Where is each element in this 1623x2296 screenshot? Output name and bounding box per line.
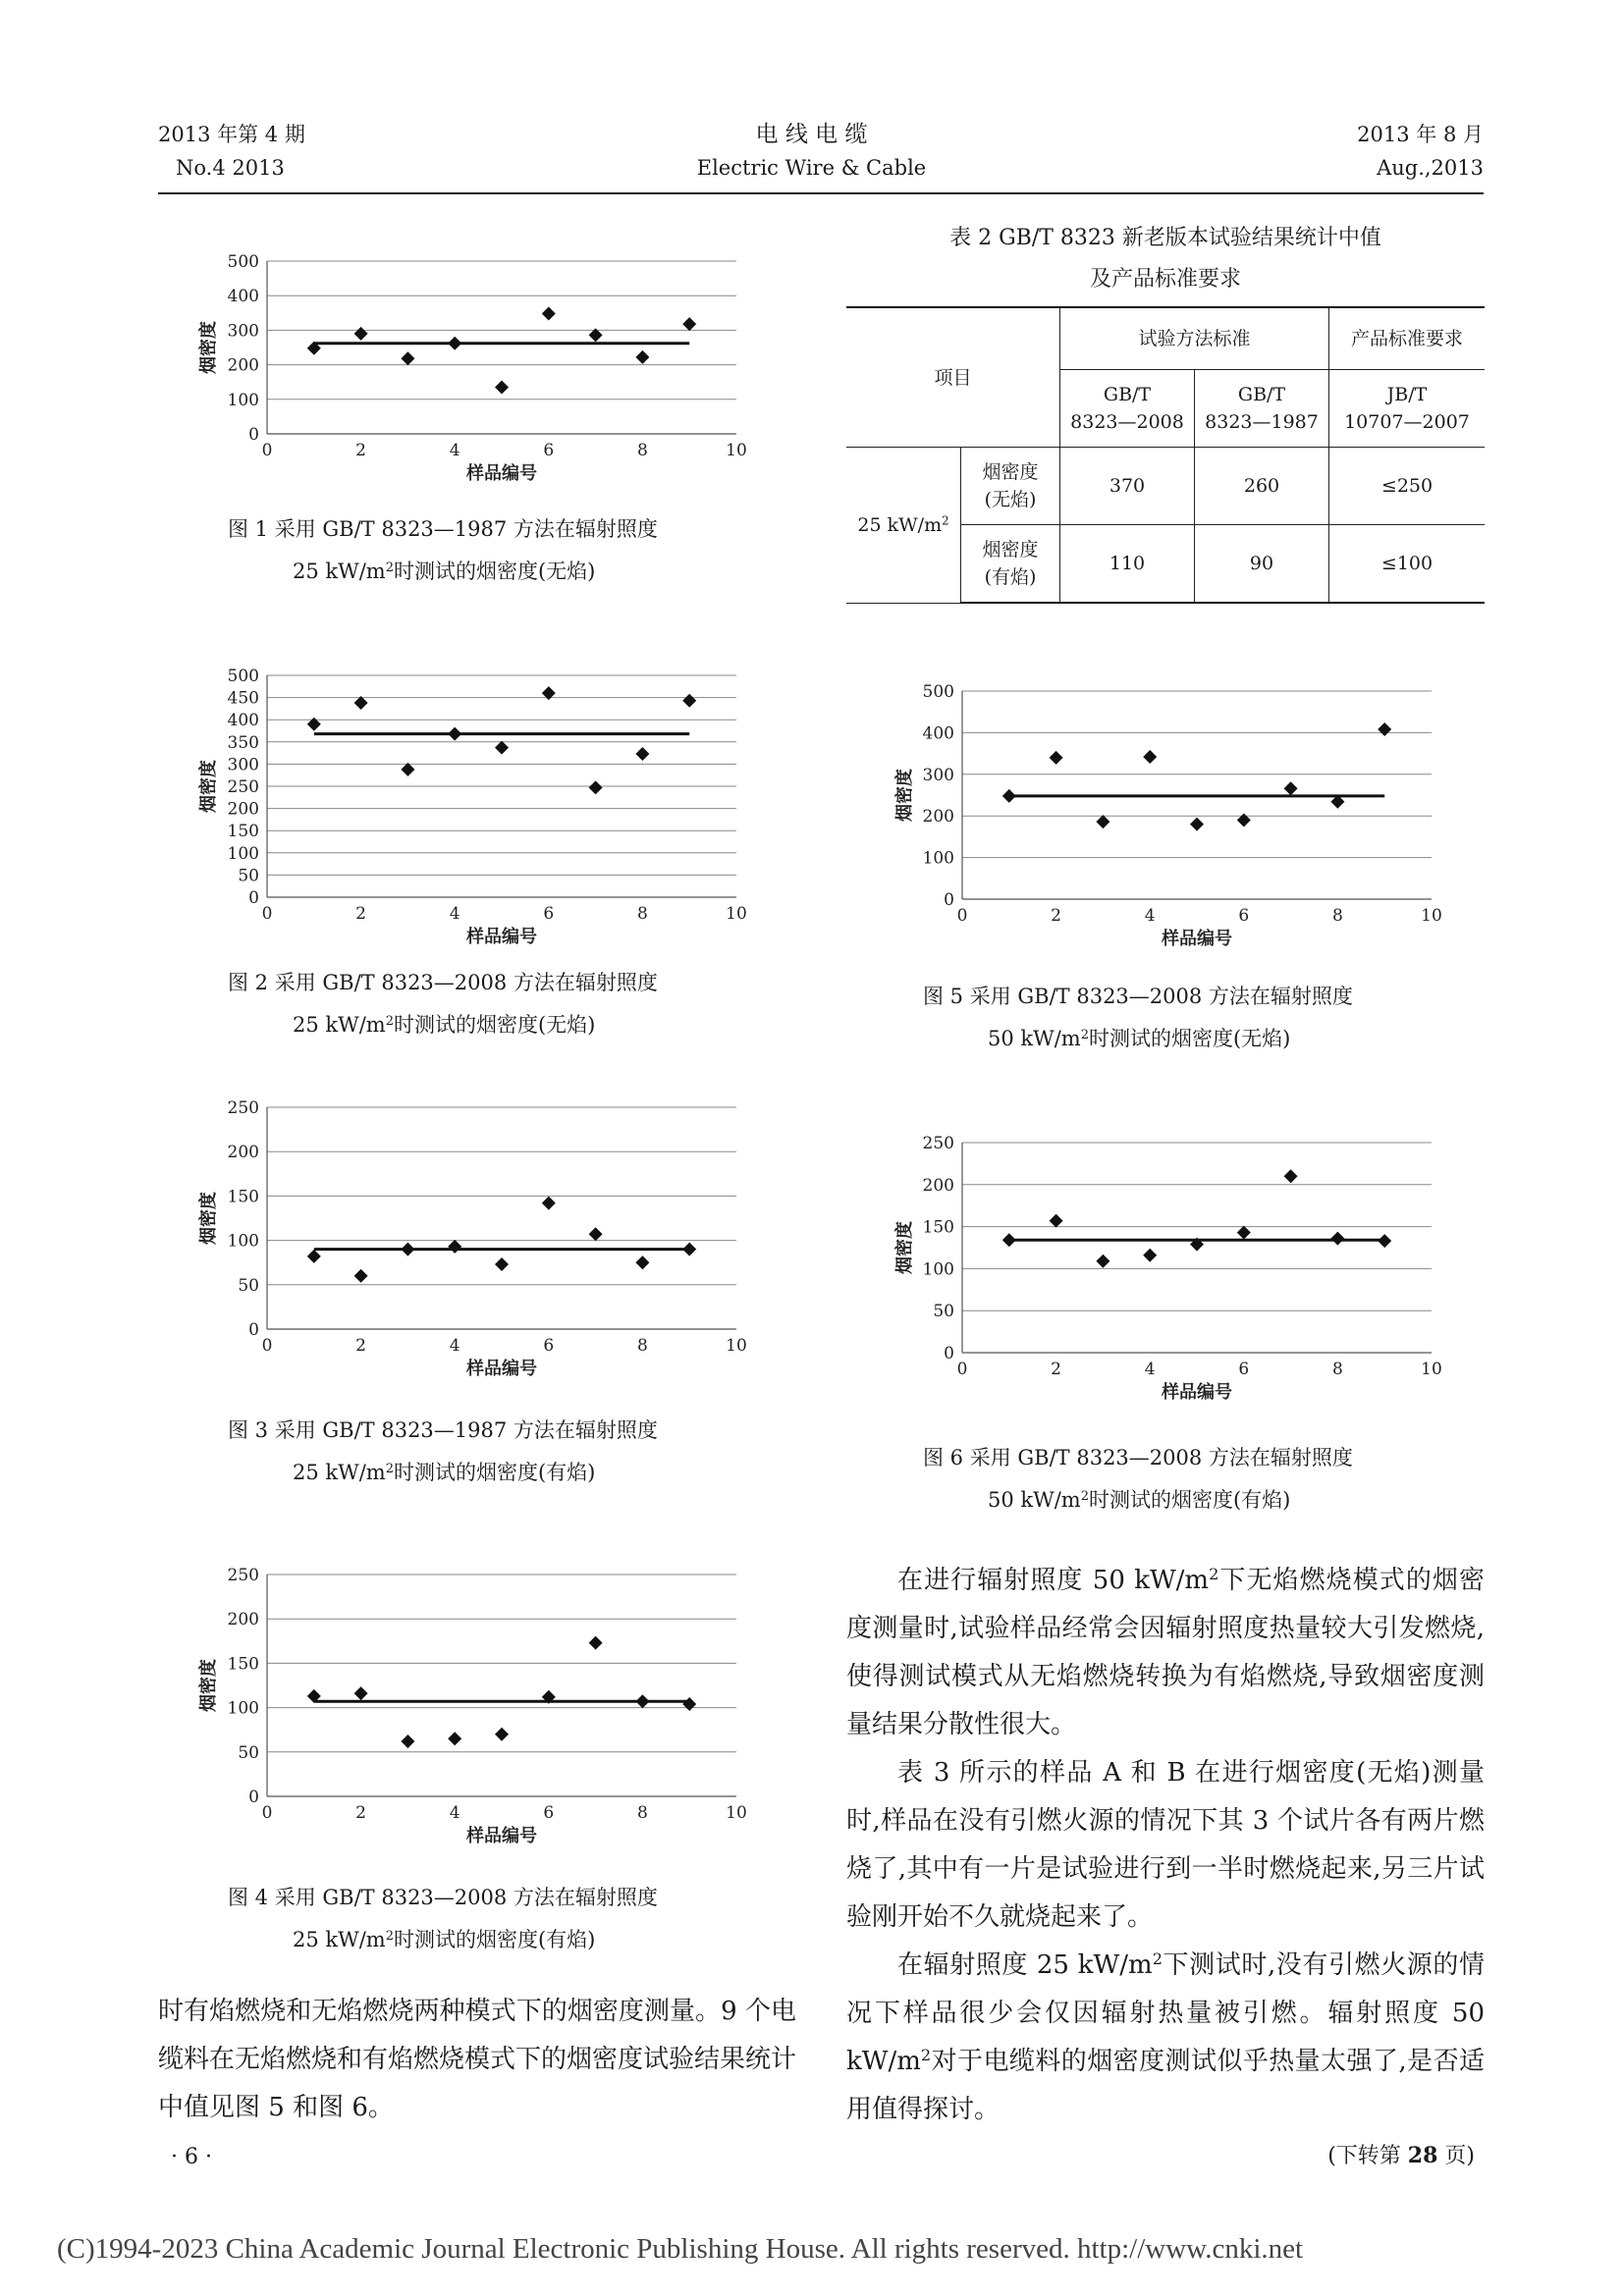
data-point bbox=[448, 337, 461, 350]
table-header-std-1987 bbox=[1195, 370, 1329, 448]
table-header-method: 试验方法标准 bbox=[1060, 307, 1329, 370]
table-2-title-line2: 及产品标准要求 bbox=[1089, 267, 1241, 292]
y-tick-label: 200 bbox=[922, 1175, 954, 1196]
data-point bbox=[495, 380, 509, 394]
figure-5-caption-line1: 图 5 采用 GB/T 8323—2008 方法在辐射照度 bbox=[923, 985, 1353, 1008]
table-cell: 110 bbox=[1060, 525, 1195, 604]
superscript: 2 bbox=[1209, 1565, 1219, 1584]
data-point bbox=[401, 1735, 414, 1748]
data-point bbox=[1050, 1214, 1063, 1228]
data-point bbox=[1050, 751, 1063, 765]
data-point bbox=[1378, 1234, 1391, 1248]
issue-date-cn: 2013 年 8 月 bbox=[1357, 123, 1484, 146]
std-code: GB/T bbox=[1237, 384, 1286, 405]
y-axis-title: 烟密度 bbox=[894, 1221, 915, 1274]
table-cell: 260 bbox=[1195, 448, 1329, 525]
issue-date-en: Aug.,2013 bbox=[1377, 156, 1484, 180]
data-point bbox=[1002, 789, 1016, 803]
caption-text: 50 kW/m bbox=[988, 1488, 1081, 1512]
journal-name-cn: 电 线 电 缆 bbox=[755, 122, 868, 147]
label-line1: 烟密度 bbox=[982, 461, 1039, 483]
y-tick-label: 500 bbox=[227, 667, 259, 686]
y-tick-label: 0 bbox=[248, 425, 259, 445]
x-axis-title: 样品编号 bbox=[466, 463, 537, 484]
data-point bbox=[448, 727, 461, 741]
data-point bbox=[1143, 1249, 1157, 1262]
data-point bbox=[1284, 1169, 1298, 1183]
y-tick-label: 50 bbox=[238, 1275, 259, 1296]
table-header-std-jb bbox=[1329, 370, 1486, 448]
y-axis-title: 烟密度 bbox=[198, 321, 219, 374]
data-point bbox=[1096, 1255, 1109, 1268]
text-run: 在进行辐射照度 50 kW/m bbox=[897, 1566, 1210, 1595]
figure-2-caption-line1: 图 2 采用 GB/T 8323—2008 方法在辐射照度 bbox=[228, 971, 658, 994]
data-point bbox=[1330, 1232, 1344, 1246]
y-tick-label: 200 bbox=[227, 1143, 259, 1163]
table-row bbox=[846, 448, 1485, 525]
x-tick-label: 0 bbox=[956, 906, 968, 926]
figure-4-caption bbox=[228, 1877, 658, 1961]
figure-4-chart bbox=[192, 1559, 752, 1846]
x-axis-title: 样品编号 bbox=[1162, 929, 1232, 949]
y-tick-label: 0 bbox=[944, 890, 954, 910]
paragraph bbox=[846, 1557, 1485, 1749]
std-year: 8323—2008 bbox=[1070, 411, 1184, 433]
data-point bbox=[635, 1694, 649, 1708]
continued-note bbox=[846, 2134, 1485, 2178]
figure-1-caption-line1: 图 1 采用 GB/T 8323—1987 方法在辐射照度 bbox=[228, 517, 658, 541]
data-point bbox=[354, 696, 368, 710]
y-tick-label: 0 bbox=[248, 1320, 259, 1340]
y-tick-label: 300 bbox=[922, 765, 954, 785]
y-tick-label: 500 bbox=[227, 252, 259, 272]
table-cell-label bbox=[961, 525, 1060, 604]
y-tick-label: 300 bbox=[227, 321, 259, 342]
data-point bbox=[354, 1269, 368, 1283]
std-year: 8323—1987 bbox=[1205, 411, 1319, 433]
issue-info bbox=[158, 118, 305, 185]
table-2 bbox=[846, 306, 1485, 604]
fig4-svg bbox=[192, 1559, 752, 1846]
data-point bbox=[1190, 818, 1204, 831]
x-tick-label: 4 bbox=[449, 1336, 460, 1356]
y-tick-label: 100 bbox=[922, 848, 954, 869]
data-point bbox=[589, 780, 603, 794]
y-tick-label: 400 bbox=[227, 711, 259, 731]
page-number: · 6 · bbox=[171, 2145, 212, 2169]
data-point bbox=[401, 763, 414, 776]
caption-text: 时测试的烟密度(有焰) bbox=[393, 1928, 596, 1951]
caption-text: 时测试的烟密度(有焰) bbox=[393, 1461, 596, 1484]
x-tick-label: 4 bbox=[449, 441, 460, 460]
data-point bbox=[1143, 750, 1157, 764]
y-tick-label: 150 bbox=[922, 1217, 954, 1238]
data-point bbox=[307, 1250, 321, 1263]
x-tick-label: 8 bbox=[636, 1803, 648, 1823]
figure-2-caption-line2 bbox=[228, 1004, 658, 1046]
figure-2-chart bbox=[192, 660, 752, 947]
caption-text: 时测试的烟密度(有焰) bbox=[1088, 1488, 1291, 1512]
data-point bbox=[1284, 781, 1298, 795]
continued-text: (下转第 bbox=[1327, 2144, 1408, 2168]
figure-5-chart bbox=[889, 681, 1448, 949]
row-group-superscript: 2 bbox=[942, 513, 949, 528]
fig1-svg bbox=[192, 245, 752, 484]
fig5-svg bbox=[889, 681, 1448, 949]
figure-6-caption-line1: 图 6 采用 GB/T 8323—2008 方法在辐射照度 bbox=[923, 1446, 1353, 1469]
figure-1-chart bbox=[192, 245, 752, 484]
y-axis-title: 烟密度 bbox=[894, 769, 915, 822]
std-code: JB/T bbox=[1386, 384, 1428, 405]
x-tick-label: 2 bbox=[1051, 1360, 1062, 1379]
caption-superscript: 2 bbox=[1080, 1027, 1089, 1042]
figure-5-caption-line2 bbox=[923, 1018, 1353, 1060]
x-axis-title: 样品编号 bbox=[466, 927, 537, 947]
paragraph bbox=[846, 1942, 1485, 2134]
text-run: 下测试时,没有引燃火源的情况下样品很少会仅因辐射热量被引燃。辐射照度 50 kW/m bbox=[846, 1950, 1485, 2076]
y-tick-label: 100 bbox=[227, 843, 259, 864]
data-point bbox=[448, 1732, 461, 1745]
paragraph: 时有焰燃烧和无焰燃烧两种模式下的烟密度测量。9 个电缆料在无焰燃烧和有焰燃烧模式下的烟密度试验结果统计中值见图 5 和图 6。 bbox=[158, 1997, 797, 2122]
data-point bbox=[495, 1728, 509, 1741]
text-run: 对于电缆料的烟密度测试似乎热量太强了,是否适用值得探讨。 bbox=[846, 2047, 1485, 2124]
label-line2: (无焰) bbox=[984, 489, 1037, 510]
table-cell: 90 bbox=[1195, 525, 1329, 604]
x-axis-title: 样品编号 bbox=[466, 1826, 537, 1846]
y-tick-label: 0 bbox=[248, 888, 259, 908]
y-tick-label: 400 bbox=[922, 723, 954, 744]
x-tick-label: 6 bbox=[1238, 906, 1250, 926]
y-tick-label: 250 bbox=[227, 1566, 259, 1585]
caption-text: 25 kW/m bbox=[293, 1013, 386, 1037]
x-axis-title: 样品编号 bbox=[466, 1359, 537, 1379]
table-cell: ≤100 bbox=[1329, 525, 1486, 604]
y-tick-label: 300 bbox=[227, 755, 259, 775]
label-line1: 烟密度 bbox=[982, 539, 1039, 561]
figure-4-caption-line2 bbox=[228, 1919, 658, 1961]
caption-text: 时测试的烟密度(无焰) bbox=[393, 1013, 596, 1037]
figure-1-caption bbox=[228, 508, 658, 593]
y-tick-label: 150 bbox=[227, 822, 259, 842]
y-tick-label: 200 bbox=[227, 355, 259, 376]
table-header-product: 产品标准要求 bbox=[1329, 307, 1486, 370]
table-cell: 370 bbox=[1060, 448, 1195, 525]
y-tick-label: 0 bbox=[248, 1788, 259, 1807]
x-tick-label: 10 bbox=[726, 441, 747, 460]
data-point bbox=[354, 1686, 368, 1700]
y-tick-label: 0 bbox=[944, 1344, 954, 1363]
data-point bbox=[589, 1636, 603, 1650]
y-tick-label: 450 bbox=[227, 688, 259, 709]
y-tick-label: 200 bbox=[227, 799, 259, 820]
y-tick-label: 100 bbox=[227, 1698, 259, 1719]
caption-superscript: 2 bbox=[385, 1013, 394, 1029]
right-column-text bbox=[846, 1557, 1485, 2178]
data-point bbox=[448, 1240, 461, 1254]
x-tick-label: 6 bbox=[543, 441, 555, 460]
x-tick-label: 2 bbox=[355, 904, 367, 924]
data-point bbox=[1002, 1233, 1016, 1247]
text-run: 下无焰燃烧模式的烟密度测量时,试验样品经常会因辐射照度热量较大引发燃烧,使得测试模式从无焰燃烧转换为有焰燃烧,导致烟密度测量结果分散性很大。 bbox=[846, 1566, 1485, 1739]
continued-page: 28 bbox=[1407, 2143, 1438, 2168]
data-point bbox=[589, 1227, 603, 1241]
table-row bbox=[846, 307, 1485, 370]
caption-superscript: 2 bbox=[385, 560, 394, 575]
x-tick-label: 6 bbox=[543, 1336, 555, 1356]
x-tick-label: 0 bbox=[261, 1336, 273, 1356]
x-axis-title: 样品编号 bbox=[1162, 1382, 1232, 1403]
x-tick-label: 8 bbox=[1331, 1360, 1343, 1379]
y-tick-label: 150 bbox=[227, 1187, 259, 1207]
figure-6-chart bbox=[889, 1133, 1448, 1417]
x-tick-label: 8 bbox=[636, 904, 648, 924]
caption-text: 25 kW/m bbox=[293, 1928, 386, 1951]
data-point bbox=[682, 317, 696, 331]
data-point bbox=[542, 1197, 556, 1210]
figure-2-caption bbox=[228, 962, 658, 1046]
figure-6-caption-line2 bbox=[923, 1479, 1353, 1522]
table-cell-label bbox=[961, 448, 1060, 525]
superscript: 2 bbox=[920, 2046, 932, 2065]
figure-4-caption-line1: 图 4 采用 GB/T 8323—2008 方法在辐射照度 bbox=[228, 1886, 658, 1909]
x-tick-label: 10 bbox=[1421, 906, 1442, 926]
continued-text: 页) bbox=[1437, 2144, 1475, 2168]
x-tick-label: 8 bbox=[636, 441, 648, 460]
superscript: 2 bbox=[1152, 1949, 1163, 1969]
x-tick-label: 10 bbox=[1421, 1360, 1442, 1379]
caption-superscript: 2 bbox=[385, 1928, 394, 1944]
y-tick-label: 200 bbox=[227, 1610, 259, 1630]
journal-name bbox=[668, 118, 955, 185]
table-header-std-2008 bbox=[1060, 370, 1195, 448]
table-row-group-label bbox=[846, 448, 961, 604]
figure-6-caption bbox=[923, 1437, 1353, 1522]
data-point bbox=[401, 351, 414, 365]
x-tick-label: 4 bbox=[1144, 1360, 1156, 1379]
issue-date bbox=[1276, 118, 1484, 185]
y-tick-label: 250 bbox=[227, 1098, 259, 1118]
issue-en: No.4 2013 bbox=[176, 156, 285, 180]
data-point bbox=[682, 694, 696, 708]
figure-1-caption-line2 bbox=[228, 551, 658, 593]
header-rule bbox=[158, 192, 1484, 194]
y-tick-label: 200 bbox=[922, 807, 954, 828]
y-tick-label: 50 bbox=[238, 866, 259, 886]
data-point bbox=[1237, 813, 1251, 827]
table-cell: ≤250 bbox=[1329, 448, 1486, 525]
y-tick-label: 50 bbox=[933, 1302, 954, 1322]
y-tick-label: 100 bbox=[227, 390, 259, 410]
fig6-svg bbox=[889, 1133, 1448, 1417]
x-tick-label: 2 bbox=[355, 1336, 367, 1356]
y-tick-label: 100 bbox=[227, 1231, 259, 1252]
data-point bbox=[401, 1243, 414, 1256]
caption-text: 25 kW/m bbox=[293, 1461, 386, 1484]
issue-cn: 2013 年第 4 期 bbox=[158, 123, 305, 146]
x-tick-label: 8 bbox=[1331, 906, 1343, 926]
y-axis-title: 烟密度 bbox=[198, 1192, 219, 1245]
figure-3-caption bbox=[228, 1410, 658, 1494]
copyright-footer: (C)1994-2023 China Academic Journal Electronic Publishing House. All rights reserved. http://www.cnki.net bbox=[57, 2233, 1304, 2265]
x-tick-label: 10 bbox=[726, 1803, 747, 1823]
figure-5-caption bbox=[923, 976, 1353, 1060]
x-tick-label: 2 bbox=[355, 441, 367, 460]
x-tick-label: 0 bbox=[956, 1360, 968, 1379]
y-tick-label: 250 bbox=[922, 1134, 954, 1153]
figure-3-caption-line2 bbox=[228, 1452, 658, 1494]
x-tick-label: 4 bbox=[449, 1803, 460, 1823]
y-tick-label: 50 bbox=[238, 1742, 259, 1763]
data-point bbox=[495, 1257, 509, 1271]
y-tick-label: 250 bbox=[227, 777, 259, 797]
y-axis-title: 烟密度 bbox=[198, 760, 219, 813]
caption-text: 时测试的烟密度(无焰) bbox=[1088, 1027, 1291, 1050]
x-tick-label: 6 bbox=[1238, 1360, 1250, 1379]
data-point bbox=[635, 350, 649, 364]
data-point bbox=[495, 741, 509, 755]
data-point bbox=[682, 1243, 696, 1256]
caption-text: 时测试的烟密度(无焰) bbox=[393, 560, 596, 583]
journal-name-en: Electric Wire & Cable bbox=[696, 156, 927, 180]
x-tick-label: 0 bbox=[261, 1803, 273, 1823]
data-point bbox=[354, 327, 368, 341]
std-code: GB/T bbox=[1103, 384, 1152, 405]
paragraph: 表 3 所示的样品 A 和 B 在进行烟密度(无焰)测量时,样品在没有引燃火源的情况下其 3 个试片各有两片燃烧了,其中有一片是试验进行到一半时燃烧起来,另三片试验刚开始不久就烧起来了。 bbox=[846, 1758, 1485, 1932]
std-year: 10707—2007 bbox=[1344, 411, 1470, 433]
y-axis-title: 烟密度 bbox=[198, 1659, 219, 1712]
fig2-svg bbox=[192, 660, 752, 947]
table-2-title bbox=[846, 218, 1485, 300]
caption-superscript: 2 bbox=[1080, 1488, 1089, 1504]
x-tick-label: 10 bbox=[726, 904, 747, 924]
y-tick-label: 400 bbox=[227, 287, 259, 307]
x-tick-label: 6 bbox=[543, 904, 555, 924]
row-group-text: 25 kW/m bbox=[857, 513, 943, 536]
fig3-svg bbox=[192, 1092, 752, 1379]
data-point bbox=[1378, 722, 1391, 736]
table-2-title-line1: 表 2 GB/T 8323 新老版本试验结果统计中值 bbox=[949, 226, 1381, 250]
data-point bbox=[1096, 815, 1109, 828]
x-tick-label: 2 bbox=[355, 1803, 367, 1823]
x-tick-label: 10 bbox=[726, 1336, 747, 1356]
x-tick-label: 4 bbox=[449, 904, 460, 924]
figure-3-chart bbox=[192, 1092, 752, 1379]
data-point bbox=[682, 1697, 696, 1711]
y-tick-label: 350 bbox=[227, 732, 259, 753]
caption-superscript: 2 bbox=[385, 1461, 394, 1476]
data-point bbox=[635, 747, 649, 761]
caption-text: 25 kW/m bbox=[293, 560, 386, 583]
y-tick-label: 100 bbox=[922, 1259, 954, 1280]
figure-3-caption-line1: 图 3 采用 GB/T 8323—1987 方法在辐射照度 bbox=[228, 1418, 658, 1442]
text-run: 在辐射照度 25 kW/m bbox=[897, 1950, 1153, 1980]
x-tick-label: 0 bbox=[261, 441, 273, 460]
data-point bbox=[635, 1255, 649, 1269]
data-point bbox=[542, 307, 556, 321]
label-line2: (有焰) bbox=[984, 566, 1037, 588]
x-tick-label: 4 bbox=[1144, 906, 1156, 926]
table-header-item: 项目 bbox=[846, 307, 1060, 448]
y-tick-label: 150 bbox=[227, 1654, 259, 1675]
x-tick-label: 6 bbox=[543, 1803, 555, 1823]
x-tick-label: 8 bbox=[636, 1336, 648, 1356]
y-tick-label: 500 bbox=[922, 682, 954, 702]
data-point bbox=[1237, 1226, 1251, 1240]
caption-text: 50 kW/m bbox=[988, 1027, 1081, 1050]
x-tick-label: 2 bbox=[1051, 906, 1062, 926]
x-tick-label: 0 bbox=[261, 904, 273, 924]
left-column-text bbox=[158, 1988, 796, 2132]
